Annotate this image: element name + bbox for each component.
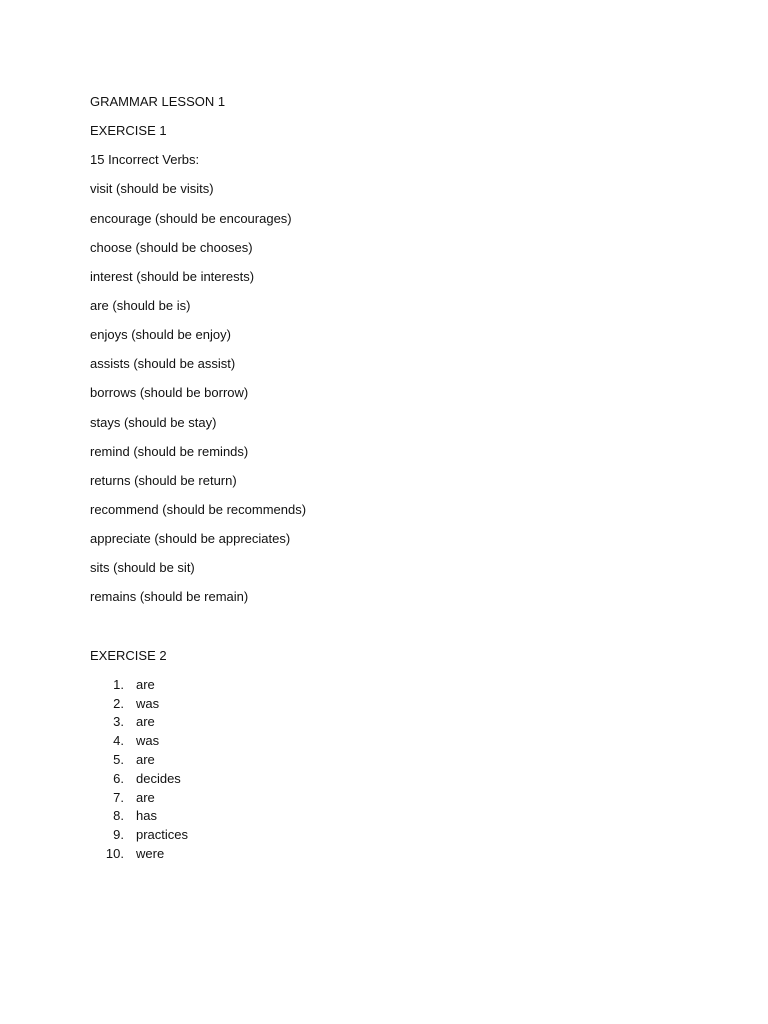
list-item-answer: was bbox=[136, 695, 160, 711]
verb-correction-item: sits (should be sit) bbox=[90, 560, 195, 576]
document-body bbox=[90, 93, 690, 864]
verb-correction-item: stays (should be stay) bbox=[90, 414, 217, 430]
exercise-1-heading: EXERCISE 1 bbox=[90, 123, 167, 139]
verb-correction-item: returns (should be return) bbox=[90, 472, 237, 488]
verb-correction-item: appreciate (should be appreciates) bbox=[90, 531, 291, 547]
list-item bbox=[90, 751, 690, 770]
list-item-answer: are bbox=[136, 714, 155, 730]
verb-correction-item: recommend (should be recommends) bbox=[90, 501, 307, 517]
list-item-answer: practices bbox=[136, 827, 189, 843]
list-item bbox=[90, 676, 690, 695]
list-item bbox=[90, 732, 690, 751]
list-item-number: 1. bbox=[113, 676, 124, 692]
exercise-2-heading: EXERCISE 2 bbox=[90, 647, 167, 663]
verb-correction-item: encourage (should be encourages) bbox=[90, 210, 292, 226]
verb-correction-item: are (should be is) bbox=[90, 297, 191, 313]
exercise-2-list bbox=[90, 676, 690, 864]
blank-line bbox=[90, 618, 690, 647]
verb-correction-item: interest (should be interests) bbox=[90, 268, 255, 284]
verb-correction-item: borrows (should be borrow) bbox=[90, 385, 249, 401]
list-item-number: 10. bbox=[105, 845, 124, 861]
list-item bbox=[90, 845, 690, 864]
list-item-number: 8. bbox=[113, 808, 124, 824]
list-item-answer: decides bbox=[136, 770, 181, 786]
verb-correction-item: remind (should be reminds) bbox=[90, 443, 249, 459]
list-item-answer: were bbox=[136, 845, 165, 861]
document-title: GRAMMAR LESSON 1 bbox=[90, 94, 226, 109]
list-item-number: 7. bbox=[113, 789, 124, 805]
exercise-1-intro: 15 Incorrect Verbs: bbox=[90, 152, 200, 168]
list-item bbox=[90, 770, 690, 789]
verb-correction-item: assists (should be assist) bbox=[90, 356, 236, 372]
list-item-answer: has bbox=[136, 808, 157, 824]
list-item-number: 5. bbox=[113, 752, 124, 767]
verb-correction-item: choose (should be chooses) bbox=[90, 239, 253, 255]
list-item bbox=[90, 807, 690, 826]
list-item-answer: are bbox=[136, 676, 155, 692]
list-item bbox=[90, 826, 690, 845]
verb-correction-item: enjoys (should be enjoy) bbox=[90, 327, 231, 343]
verb-correction-item: remains (should be remain) bbox=[90, 589, 249, 605]
list-item-number: 2. bbox=[113, 695, 124, 711]
list-item-number: 3. bbox=[113, 714, 124, 730]
list-item-answer: was bbox=[136, 733, 160, 749]
list-item bbox=[90, 789, 690, 808]
list-item-answer: are bbox=[136, 752, 155, 767]
list-item-number: 9. bbox=[113, 827, 124, 843]
verb-correction-item: visit (should be visits) bbox=[90, 181, 214, 197]
list-item-number: 6. bbox=[113, 770, 124, 786]
list-item-answer: are bbox=[136, 789, 155, 805]
list-item bbox=[90, 695, 690, 714]
list-item bbox=[90, 713, 690, 732]
exercise-1-list bbox=[90, 180, 690, 617]
list-item-number: 4. bbox=[113, 733, 124, 749]
